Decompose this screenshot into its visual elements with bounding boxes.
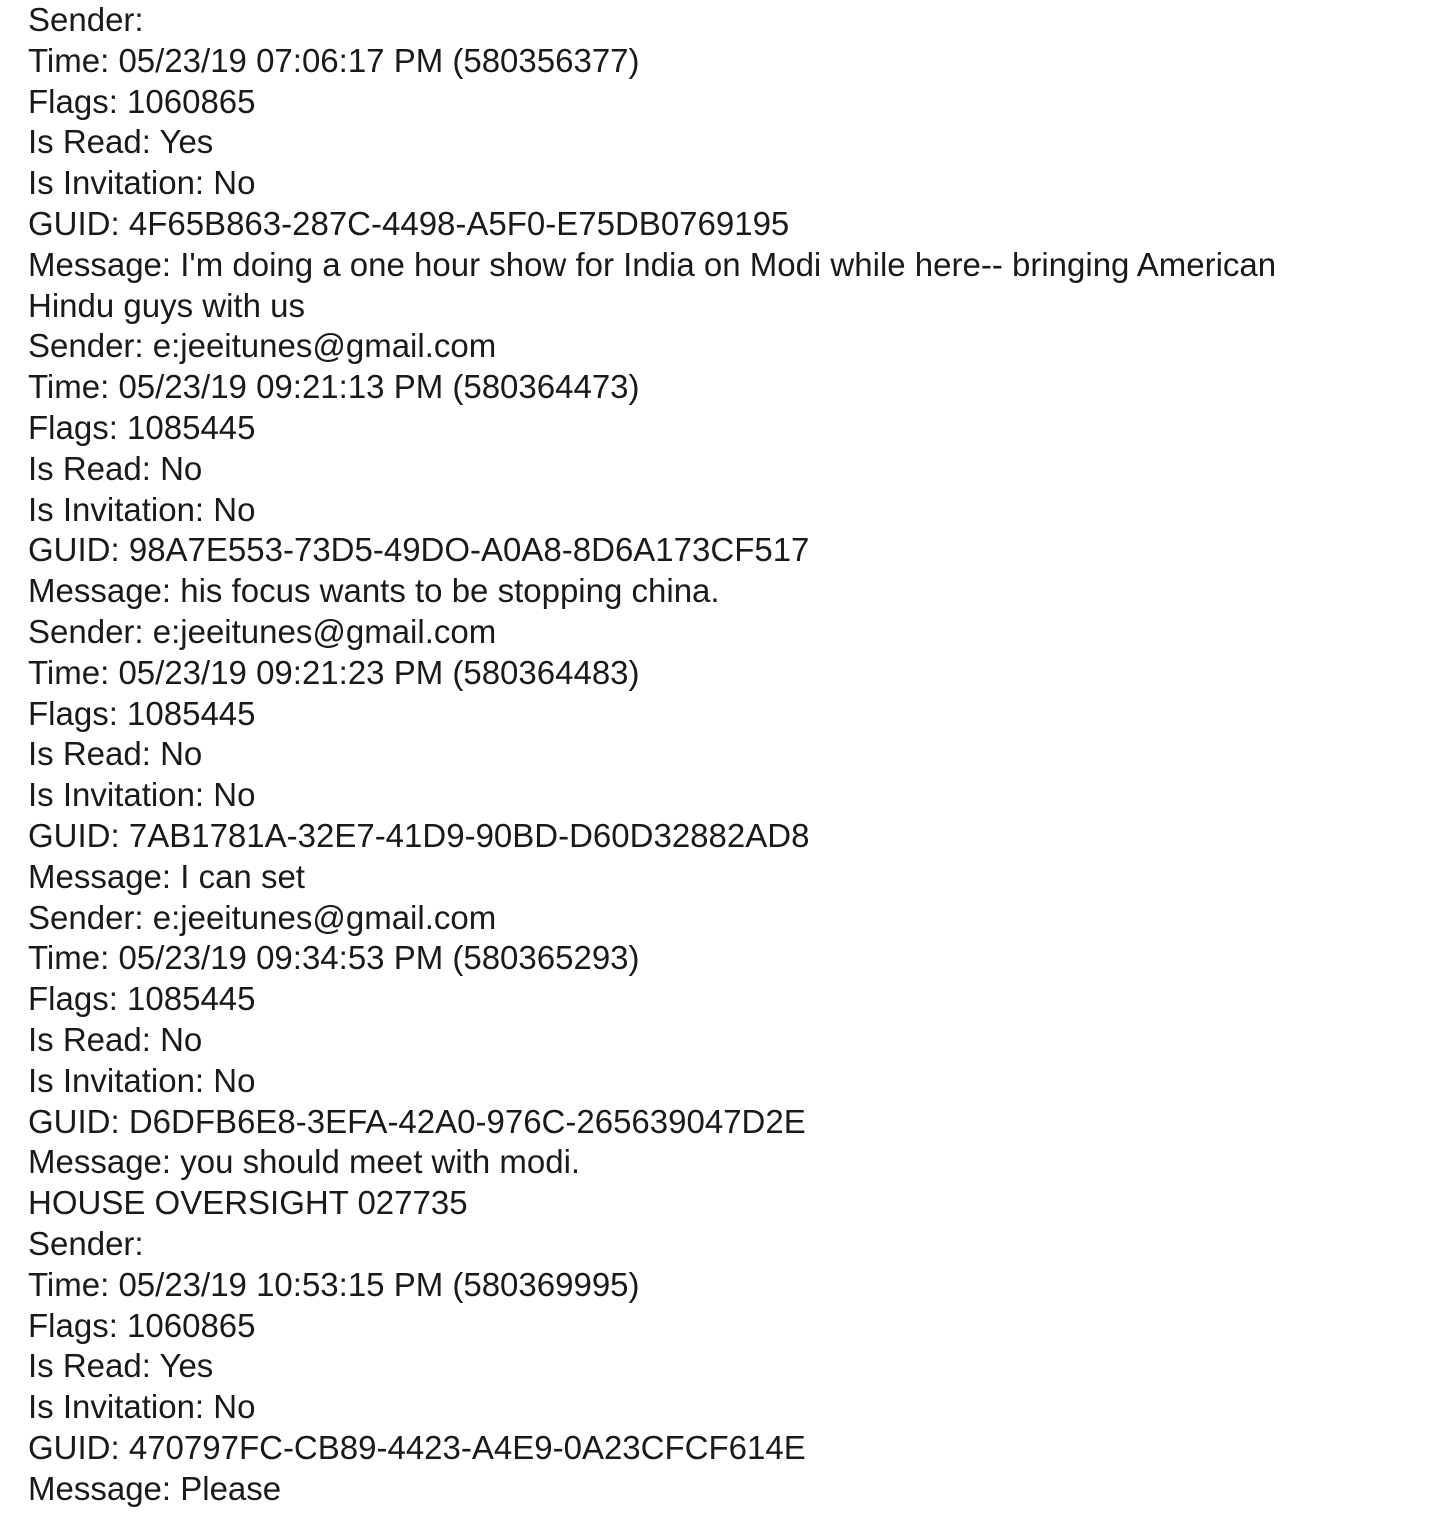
guid-line: GUID: 7AB1781A-32E7-41D9-90BD-D60D32882AD8 bbox=[28, 816, 810, 854]
is-read-line: Is Read: No bbox=[28, 1020, 203, 1058]
time-line: Time: 05/23/19 07:06:17 PM (580356377) bbox=[28, 41, 640, 79]
guid-line: GUID: 98A7E553-73D5-49DO-A0A8-8D6A173CF517 bbox=[28, 531, 810, 569]
guid-line: GUID: D6DFB6E8-3EFA-42A0-976C-265639047D2E bbox=[28, 1102, 806, 1140]
sender-line: Sender: bbox=[28, 1224, 144, 1262]
is-read-line: Is Read: No bbox=[28, 449, 203, 487]
time-line: Time: 05/23/19 10:53:15 PM (580369995) bbox=[28, 1265, 640, 1303]
is-invitation-line: Is Invitation: No bbox=[28, 776, 256, 814]
bates-stamp-line: HOUSE OVERSIGHT 027735 bbox=[28, 1184, 468, 1222]
message-line: Message: Please bbox=[28, 1469, 282, 1507]
sender-line: Sender: bbox=[28, 1, 144, 38]
is-read-line: Is Read: No bbox=[28, 735, 203, 773]
flags-line: Flags: 1085445 bbox=[28, 980, 256, 1018]
guid-line: GUID: 470797FC-CB89-4423-A4E9-0A23CFCF614E bbox=[28, 1428, 806, 1466]
is-invitation-line: Is Invitation: No bbox=[28, 1061, 256, 1099]
message-line: Message: I can set bbox=[28, 857, 305, 895]
guid-line: GUID: 4F65B863-287C-4498-A5F0-E75DB0769195 bbox=[28, 204, 790, 242]
is-invitation-line: Is Invitation: No bbox=[28, 164, 256, 202]
flags-line: Flags: 1085445 bbox=[28, 694, 256, 732]
flags-line: Flags: 1060865 bbox=[28, 1306, 256, 1344]
time-line: Time: 05/23/19 09:34:53 PM (580365293) bbox=[28, 939, 640, 977]
message-line: Message: I'm doing a one hour show for India on Modi while here-- bringing American bbox=[28, 245, 1277, 283]
is-read-line: Is Read: Yes bbox=[28, 1347, 214, 1385]
sender-line: Sender: e:jeeitunes@gmail.com bbox=[28, 612, 497, 650]
sender-line: Sender: e:jeeitunes@gmail.com bbox=[28, 327, 497, 365]
time-line: Time: 05/23/19 09:21:23 PM (580364483) bbox=[28, 653, 640, 691]
is-read-line: Is Read: Yes bbox=[28, 123, 214, 161]
flags-line: Flags: 1085445 bbox=[28, 408, 256, 446]
message-line: Message: his focus wants to be stopping china. bbox=[28, 572, 720, 610]
message-continuation-line: Hindu guys with us bbox=[28, 286, 305, 324]
message-log-document bbox=[28, 0, 1428, 1509]
is-invitation-line: Is Invitation: No bbox=[28, 490, 256, 528]
sender-line: Sender: e:jeeitunes@gmail.com bbox=[28, 898, 497, 936]
message-line: Message: you should meet with modi. bbox=[28, 1143, 581, 1181]
is-invitation-line: Is Invitation: No bbox=[28, 1388, 256, 1426]
time-line: Time: 05/23/19 09:21:13 PM (580364473) bbox=[28, 368, 640, 406]
flags-line: Flags: 1060865 bbox=[28, 82, 256, 120]
